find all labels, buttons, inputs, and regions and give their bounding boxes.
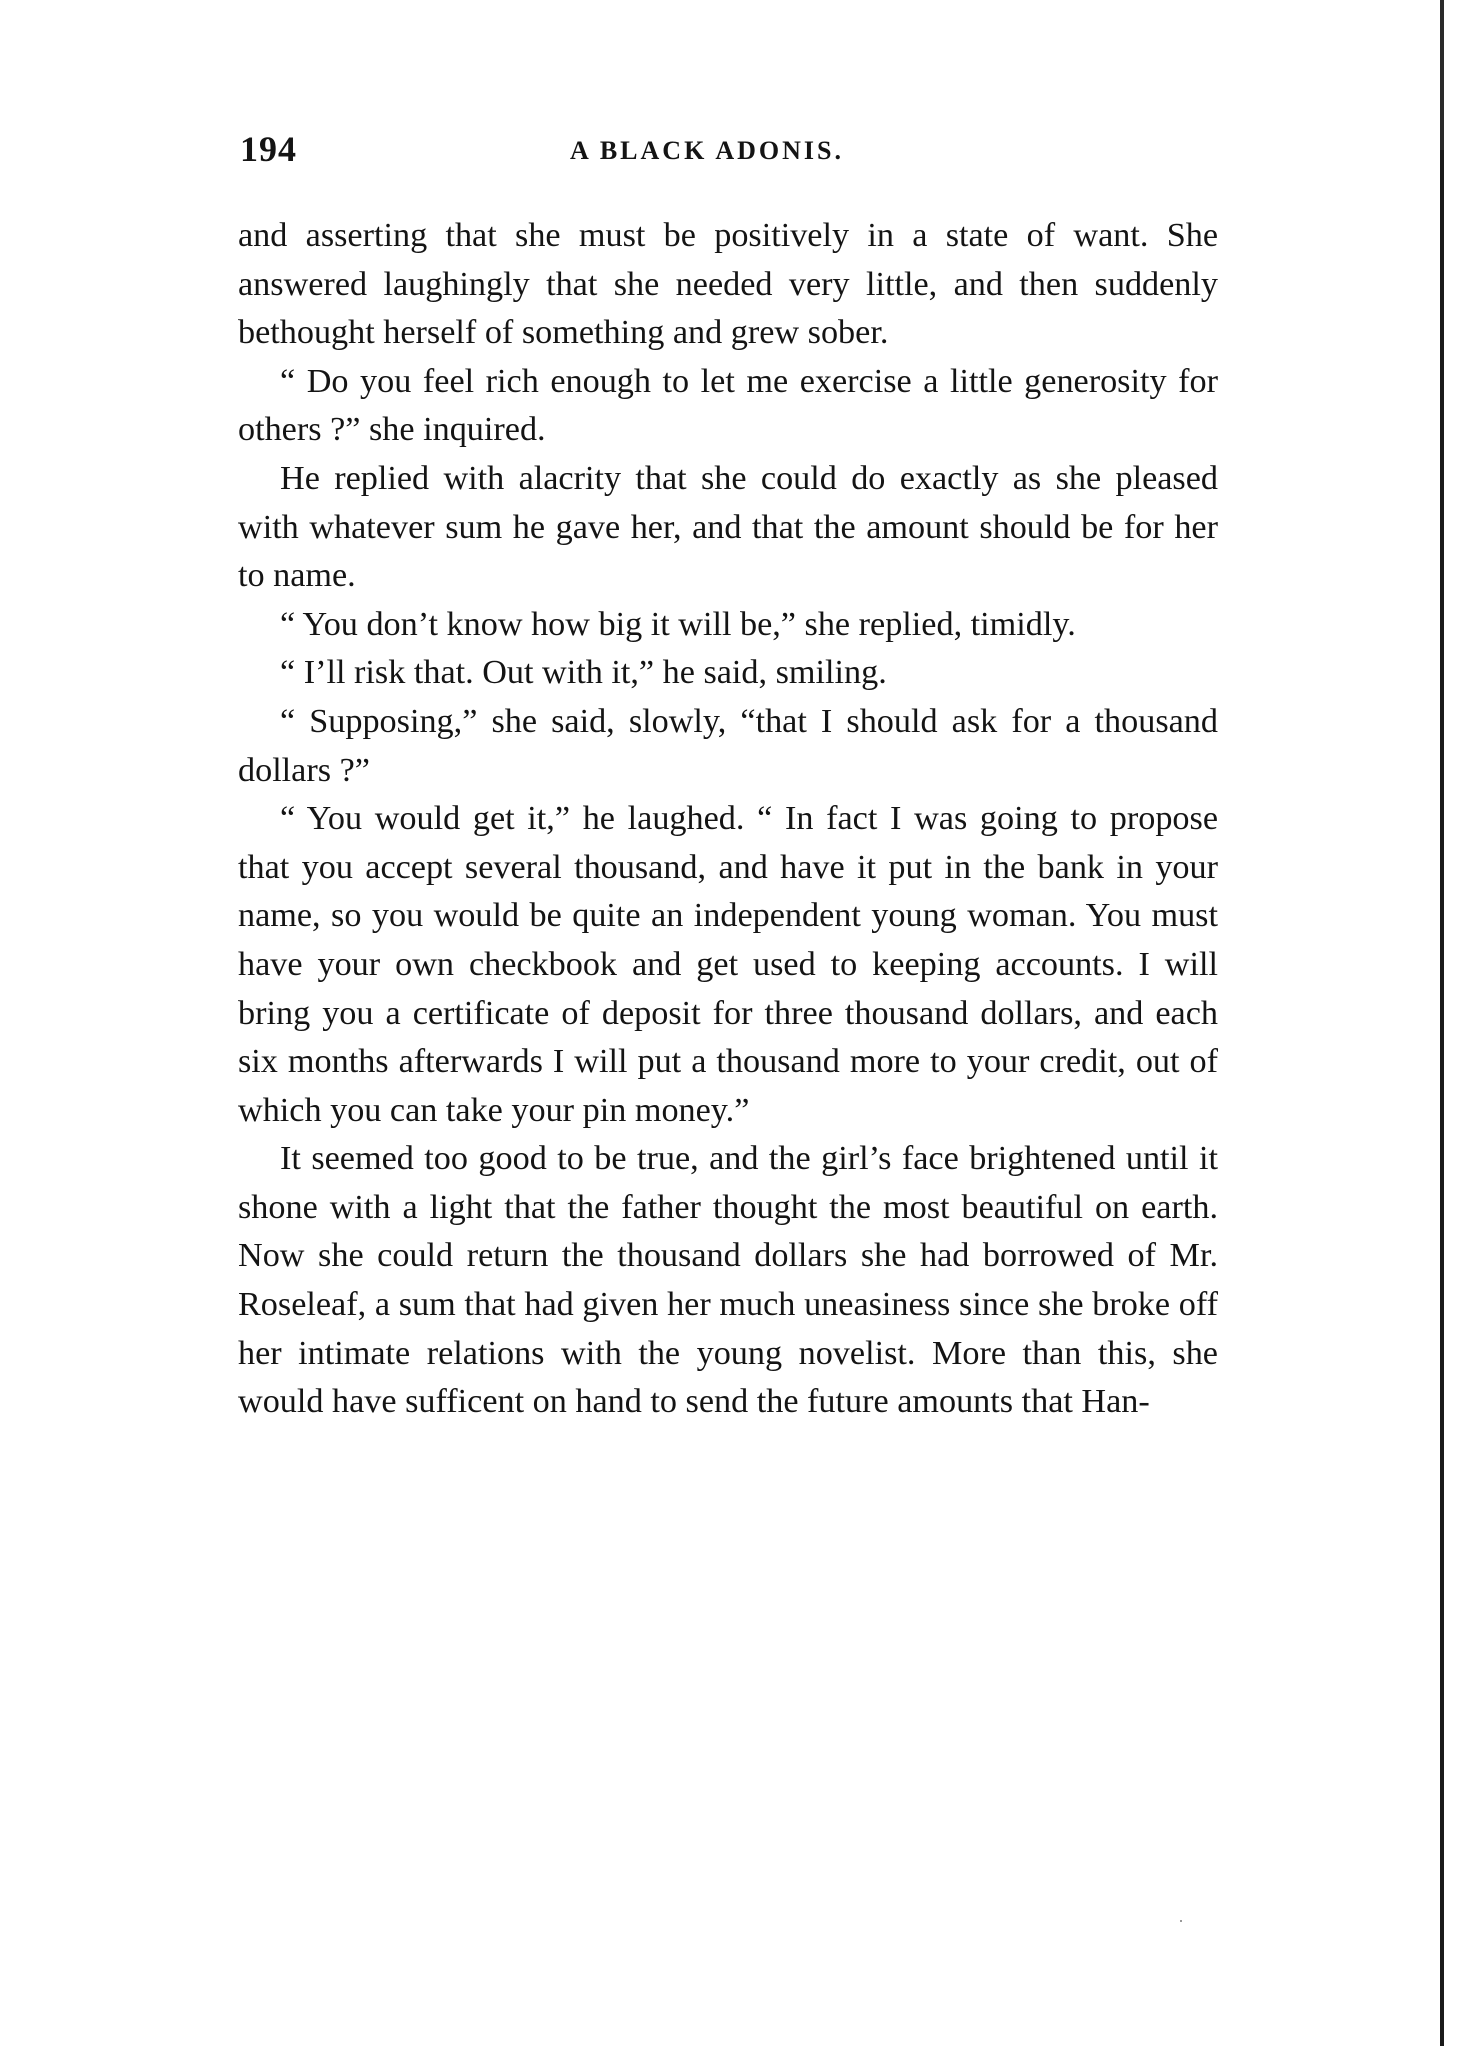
paragraph: He replied with alacrity that she could do exactly as she pleased with whatever sum he gave her, and that the amount should be for her to name. xyxy=(238,459,1218,595)
paragraph: “ I’ll risk that. Out with it,” he said, smiling. xyxy=(280,654,887,692)
paragraph: It seemed too good to be true, and the girl’s face brightened until it shone with a light that the father thought the most beautiful on earth. Now she could return the thousand dollars she had borrowed of Mr. Roseleaf, a sum that had given her much uneasiness since she broke off her intimate relations with the young novelist. More than this, she would have sufficent on hand to send the future amounts that Han- xyxy=(238,1140,1218,1421)
paragraph: “ You would get it,” he laughed. “ In fact I was going to propose that you accept several thousand, and have it put in the bank in your name, so you would be quite an independent young woman. You must have your own checkbook and get used to keeping accounts. I will bring you a certificate of deposit for three thousand dollars, and each six months afterwards I will put a thousand more to your credit, out of which you can take your pin money.” xyxy=(238,800,1218,1129)
paragraph: “ Supposing,” she said, slowly, “that I should ask for a thousand dollars ?” xyxy=(238,702,1218,789)
running-title: A BLACK ADONIS. xyxy=(570,136,844,165)
paragraph: and asserting that she must be positively in a state of want. She answered laughingly that she needed very little, and then suddenly bethought herself of something and grew sober. xyxy=(238,217,1218,352)
body-text xyxy=(238,212,1218,1427)
page-number: 194 xyxy=(240,129,297,169)
paragraph: “ You don’t know how big it will be,” she replied, timidly. xyxy=(280,605,1076,643)
scan-speck xyxy=(1180,1920,1182,1922)
page-header xyxy=(240,128,1240,180)
paragraph: “ Do you feel rich enough to let me exercise a little generosity for others ?” she inquired. xyxy=(238,362,1218,449)
scan-border-line-top xyxy=(1440,0,1444,150)
scan-border-line xyxy=(1440,0,1444,2046)
